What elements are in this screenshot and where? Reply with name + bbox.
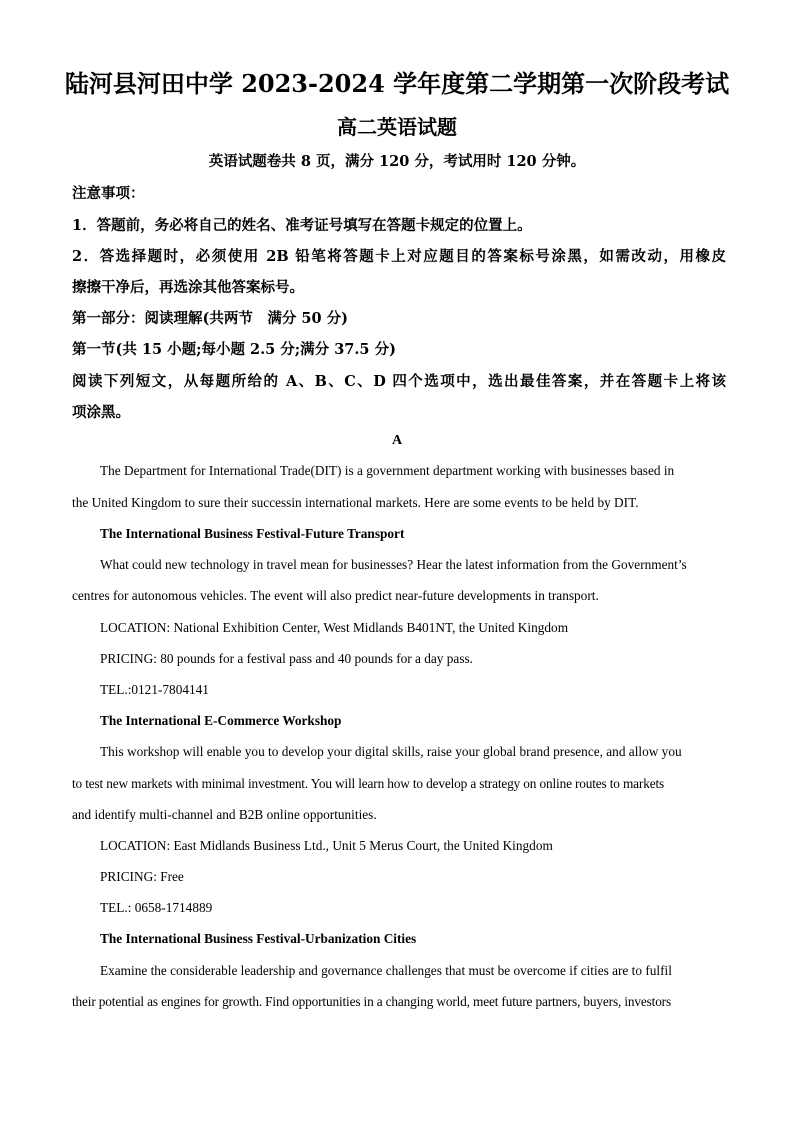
event-2-location: LOCATION: East Midlands Business Ltd., Unit 5 Merus Court, the United Kingdom xyxy=(100,838,553,853)
event-1-desc-line-1: What could new technology in travel mean for businesses? Hear the latest information from the Government’s xyxy=(100,557,687,572)
notes-item-2-line-2: 擦擦干净后，再选涂其他答案标号。 xyxy=(72,279,304,296)
event-1-title: The International Business Festival-Future Transport xyxy=(100,526,405,541)
notes-item-1: 1．答题前，务必将自己的姓名、准考证号填写在答题卡规定的位置上。 xyxy=(72,217,532,234)
event-1-location: LOCATION: National Exhibition Center, West Midlands B401NT, the United Kingdom xyxy=(100,620,569,635)
passage-intro-line-2: the United Kingdom to sure their successin international markets. Here are some events to be held by DIT. xyxy=(72,495,639,510)
event-1-desc-line-2: centres for autonomous vehicles. The event will also predict near-future developments in transport. xyxy=(72,588,599,603)
event-2-pricing: PRICING: Free xyxy=(100,869,184,884)
event-2-title: The International E-Commerce Workshop xyxy=(100,713,342,728)
event-1-tel: TEL.:0121-7804141 xyxy=(100,682,209,697)
section-part-1: 第一部分：阅读理解(共两节 满分 50 分) xyxy=(72,310,348,327)
section-sub-1: 第一节(共 15 小题;每小题 2.5 分;满分 37.5 分) xyxy=(72,341,396,358)
event-3-title: The International Business Festival-Urbanization Cities xyxy=(100,931,417,946)
event-3-desc-line-2: their potential as engines for growth. Find opportunities in a changing world, meet future partners, buyers, investors xyxy=(72,994,671,1009)
instructions-line-2: 项涂黑。 xyxy=(72,404,130,421)
instructions-line-1: 阅读下列短文，从每题所给的 A、B、C、D 四个选项中，选出最佳答案，并在答题卡上将该 xyxy=(72,373,726,390)
exam-info: 英语试题卷共 8 页，满分 120 分，考试用时 120 分钟。 xyxy=(208,153,586,170)
notes-heading: 注意事项： xyxy=(72,185,145,202)
event-2-desc-line-3: and identify multi-channel and B2B online opportunities. xyxy=(72,807,377,822)
event-2-desc-line-1: This workshop will enable you to develop your digital skills, raise your global brand presence, and allow you xyxy=(100,744,682,759)
event-2-tel: TEL.: 0658-1714889 xyxy=(100,900,213,915)
passage-label: A xyxy=(391,433,403,448)
exam-subtitle: 高二英语试题 xyxy=(337,115,457,139)
event-1-pricing: PRICING: 80 pounds for a festival pass and 40 pounds for a day pass. xyxy=(100,651,474,666)
event-3-desc-line-1: Examine the considerable leadership and governance challenges that must be overcome if cities are to fulfil xyxy=(100,963,672,978)
exam-title: 陆河县河田中学 2023-2024 学年度第二学期第一次阶段考试 xyxy=(64,69,730,98)
event-2-desc-line-2: to test new markets with minimal investment. You will learn how to develop a strategy on online routes to markets xyxy=(72,776,665,791)
passage-intro-line-1: The Department for International Trade(DIT) is a government department working with businesses based in xyxy=(100,463,675,478)
notes-item-2-line-1: 2．答选择题时，必须使用 2B 铅笔将答题卡上对应题目的答案标号涂黑，如需改动，用橡皮 xyxy=(72,248,726,265)
